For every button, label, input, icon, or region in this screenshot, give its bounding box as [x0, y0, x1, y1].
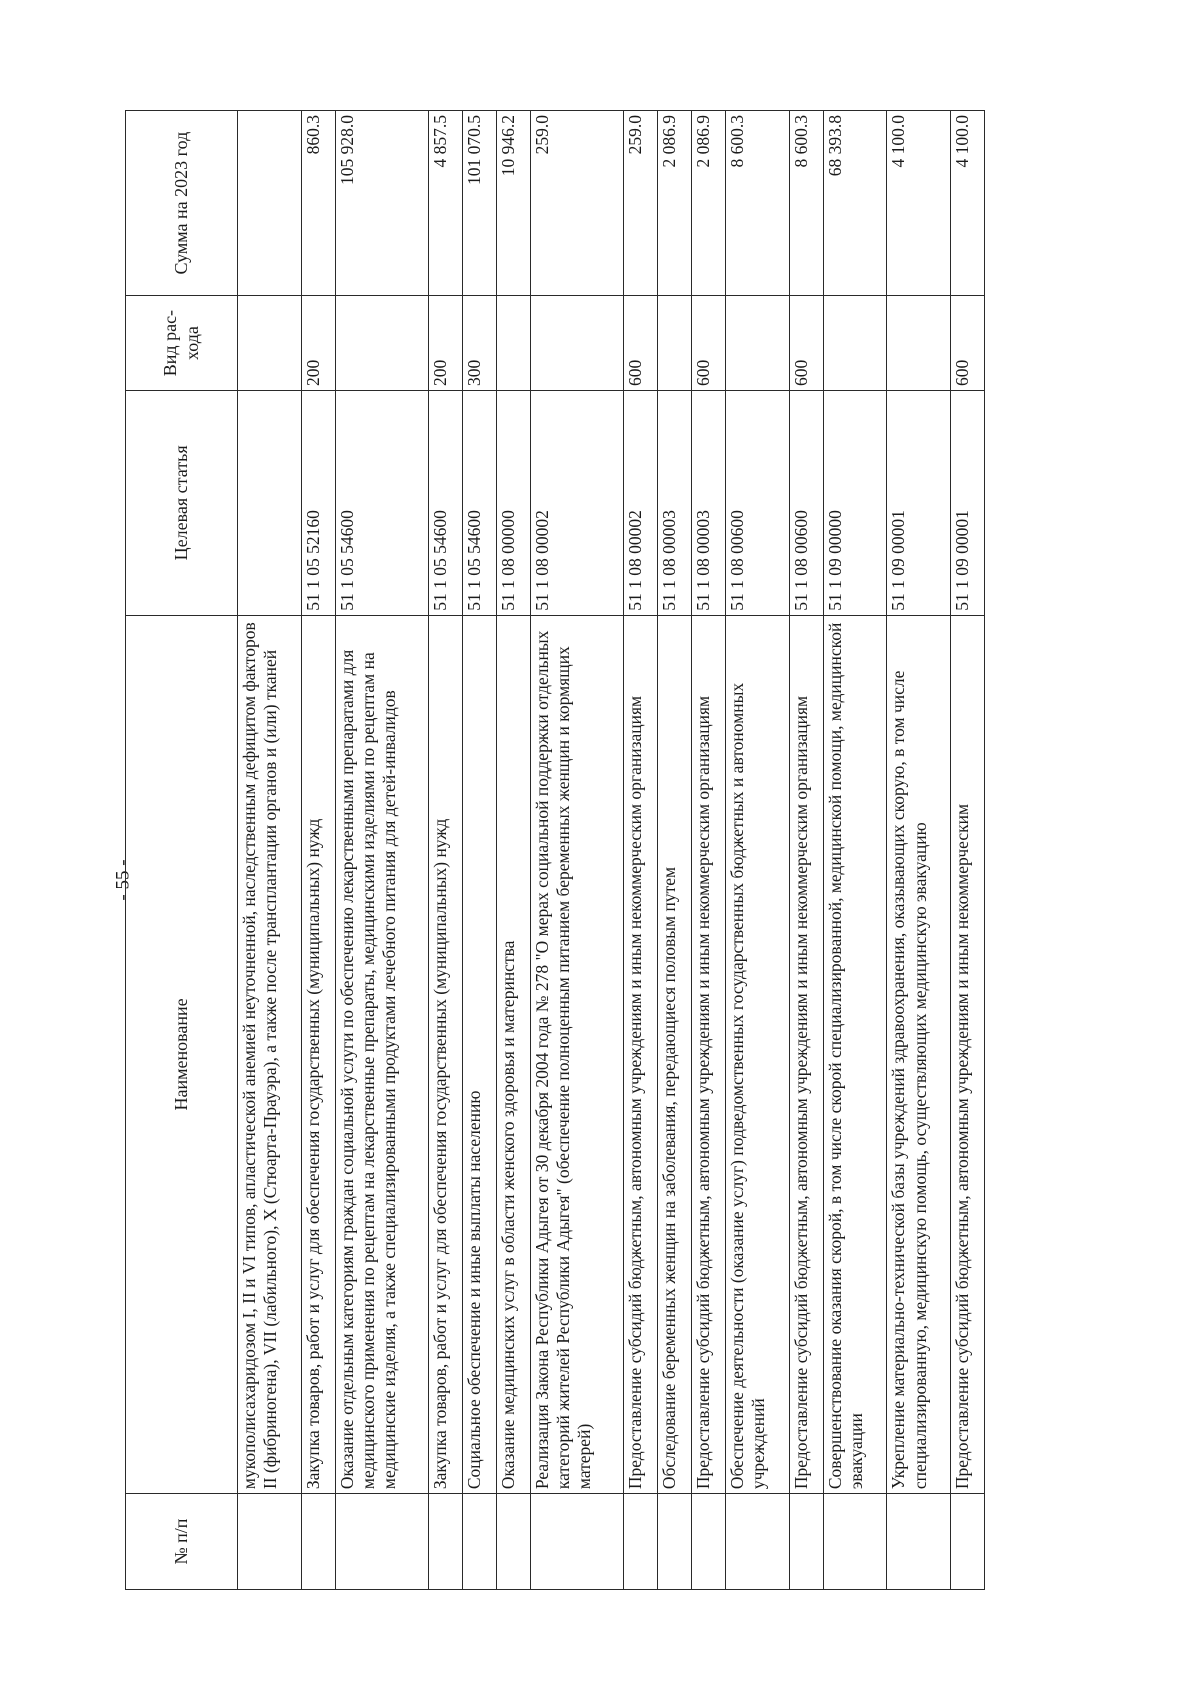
row-number [301, 1494, 335, 1590]
table-row [335, 111, 428, 1590]
row-kind [658, 296, 692, 391]
page-number-text: - 55 - [113, 859, 134, 901]
row-name: Закупка товаров, работ и услуг для обеспечения государственных (муниципальных) нужд [301, 615, 335, 1493]
row-kind [238, 296, 302, 391]
row-number [887, 1494, 951, 1590]
row-amount: 2 086.9 [692, 111, 726, 296]
row-number [462, 1494, 496, 1590]
header-kind: Вид рас-хода [126, 296, 238, 391]
table-header [126, 111, 238, 1590]
row-name: Обеспечение деятельности (оказание услуг) подведомственных государственных бюджетных и автономных учреждений [725, 615, 789, 1493]
row-kind [725, 296, 789, 391]
table-row [950, 111, 984, 1590]
table-row [624, 111, 658, 1590]
row-name: Социальное обеспечение и иные выплаты населению [462, 615, 496, 1493]
row-kind: 600 [950, 296, 984, 391]
row-name: Закупка товаров, работ и услуг для обеспечения государственных (муниципальных) нужд [429, 615, 463, 1493]
row-kind [887, 296, 951, 391]
row-kind: 300 [462, 296, 496, 391]
header-name: Наименование [126, 615, 238, 1493]
row-name: Предоставление субсидий бюджетным, автономным учреждениям и иным некоммерческим [950, 615, 984, 1493]
row-name: Предоставление субсидий бюджетным, автономным учреждениям и иным некоммерческим организациям [692, 615, 726, 1493]
row-kind [496, 296, 530, 391]
header-number: № п/п [126, 1494, 238, 1590]
row-number [950, 1494, 984, 1590]
row-name: Совершенствование оказания скорой, в том числе скорой специализированной, медицинской помощи, медицинской эвакуации [823, 615, 887, 1493]
row-code: 51 1 05 54600 [335, 390, 428, 615]
row-amount: 259.0 [624, 111, 658, 296]
row-number [692, 1494, 726, 1590]
row-name: Укрепление материально-технической базы учреждений здравоохранения, оказывающих скорую, в том числе специализированную, медицинскую помощь, осуществляющих медицинскую эвакуацию [887, 615, 951, 1493]
header-target: Целевая статья [126, 390, 238, 615]
row-amount: 4 100.0 [950, 111, 984, 296]
row-kind [335, 296, 428, 391]
table-row [692, 111, 726, 1590]
row-code: 51 1 08 00002 [624, 390, 658, 615]
row-code: 51 1 08 00003 [658, 390, 692, 615]
row-amount: 4 100.0 [887, 111, 951, 296]
row-code: 51 1 05 54600 [462, 390, 496, 615]
table-row [462, 111, 496, 1590]
row-number [496, 1494, 530, 1590]
row-code: 51 1 08 00002 [530, 390, 623, 615]
row-amount: 8 600.3 [789, 111, 823, 296]
row-name: Обследование беременных женщин на заболевания, передающиеся половым путем [658, 615, 692, 1493]
row-kind: 600 [692, 296, 726, 391]
row-code: 51 1 09 00001 [950, 390, 984, 615]
row-code [238, 390, 302, 615]
row-number [335, 1494, 428, 1590]
table-row [658, 111, 692, 1590]
row-name: Предоставление субсидий бюджетным, автономным учреждениям и иным некоммерческим организациям [624, 615, 658, 1493]
row-kind: 200 [301, 296, 335, 391]
row-kind [530, 296, 623, 391]
table-row [429, 111, 463, 1590]
row-number [658, 1494, 692, 1590]
row-name: Предоставление субсидий бюджетным, автономным учреждениям и иным некоммерческим организациям [789, 615, 823, 1493]
row-number [823, 1494, 887, 1590]
row-name: Оказание медицинских услуг в области женского здоровья и материнства [496, 615, 530, 1493]
row-amount: 4 857.5 [429, 111, 463, 296]
budget-table-rotated [125, 110, 985, 1590]
row-amount: 8 600.3 [725, 111, 789, 296]
row-name: мукополисахаридозом I, II и VI типов, апластической анемией неуточненной, наследственным дефицитом факторов II (фибриногена), VII (лабильного), X (Стюарта-Прауэра), а также после трансплантации органов и (или) тканей [238, 615, 302, 1493]
row-name: Оказание отдельным категориям граждан социальной услуги по обеспечению лекарственными препаратами для медицинского применения по рецептам на лекарственные препараты, медицинскими изделиями по рецептам на медицинские изделия, а также специализированными продуктами лечебного питания для детей-инвалидов [335, 615, 428, 1493]
header-amount: Сумма на 2023 год [126, 111, 238, 296]
row-amount: 68 393.8 [823, 111, 887, 296]
row-code: 51 1 08 00003 [692, 390, 726, 615]
row-amount: 2 086.9 [658, 111, 692, 296]
table-row [789, 111, 823, 1590]
table-row [496, 111, 530, 1590]
budget-table [125, 110, 985, 1590]
row-code: 51 1 09 00001 [887, 390, 951, 615]
row-number [429, 1494, 463, 1590]
table-row [823, 111, 887, 1590]
row-code: 51 1 08 00600 [789, 390, 823, 615]
row-number [624, 1494, 658, 1590]
row-code: 51 1 09 00000 [823, 390, 887, 615]
row-code: 51 1 05 52160 [301, 390, 335, 615]
table-row [530, 111, 623, 1590]
row-amount: 860.3 [301, 111, 335, 296]
row-amount: 10 946.2 [496, 111, 530, 296]
row-code: 51 1 05 54600 [429, 390, 463, 615]
row-code: 51 1 08 00000 [496, 390, 530, 615]
row-name: Реализация Закона Республики Адыгея от 30 декабря 2004 года № 278 "О мерах социальной поддержки отдельных категорий жителей Республики Адыгея" (обеспечение полноценным питанием беременных женщин и кормящих матерей) [530, 615, 623, 1493]
table-row [238, 111, 302, 1590]
row-amount: 259.0 [530, 111, 623, 296]
row-number [530, 1494, 623, 1590]
row-number [238, 1494, 302, 1590]
row-kind [823, 296, 887, 391]
row-number [789, 1494, 823, 1590]
row-kind: 200 [429, 296, 463, 391]
row-amount [238, 111, 302, 296]
row-amount: 105 928.0 [335, 111, 428, 296]
table-body [238, 111, 985, 1590]
row-amount: 101 070.5 [462, 111, 496, 296]
row-kind: 600 [624, 296, 658, 391]
table-row [301, 111, 335, 1590]
table-row [887, 111, 951, 1590]
table-row [725, 111, 789, 1590]
row-number [725, 1494, 789, 1590]
row-kind: 600 [789, 296, 823, 391]
row-code: 51 1 08 00600 [725, 390, 789, 615]
